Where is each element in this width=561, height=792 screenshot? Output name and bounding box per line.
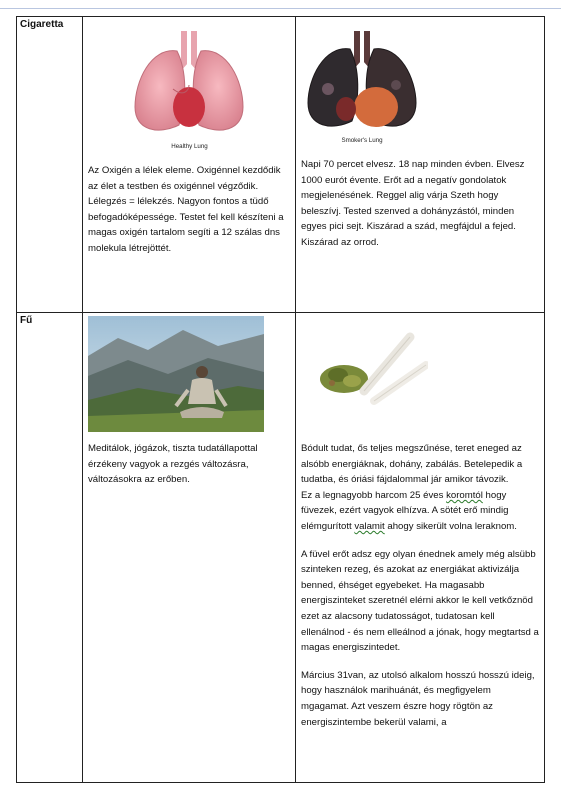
oxygen-paragraph: Az Oxigén a lélek eleme. Oxigénnel kezdődik az élet a testben és oxigénnel végződik. Lélegzés = lélekzés. Nagyon fontos a tüdő befogadóképessége. Testet fel kell készíteni a magas oxigén tartalom segíti a 12 szálas dns molekula létrejöttét. — [88, 165, 284, 254]
smoking-cost-paragraph: Napi 70 percet elvesz. 18 nap minden évben. Elvesz 1000 eurót évente. Erőt ad a negatív gondolatok megjelenésének. Reggel alig várja Szeth hogy beleszívj. Tested szenved a dohányzástól, minden egyes pici sejt. Kiszárad a szád, megfájdul a fejed. Kiszárad az orrod. — [301, 159, 525, 248]
cannabis-text — [296, 441, 544, 730]
table-row — [17, 17, 545, 313]
healthy-lung-cell — [83, 17, 296, 313]
flagged-word-valamit: valamit — [354, 520, 385, 532]
meditation-figure — [83, 313, 295, 441]
smokers-lung-image — [304, 29, 420, 135]
smokers-lung-caption: Smoker's Lung — [341, 137, 383, 144]
smokers-lung-figure — [296, 17, 544, 157]
cannabis-joints-image — [318, 331, 428, 411]
paragraph-effects — [301, 441, 539, 535]
row-label-fu: Fű — [17, 313, 83, 783]
healthy-lung-caption: Healthy Lung — [171, 143, 208, 150]
cannabis-figure — [296, 313, 544, 441]
healthy-lung-image — [129, 29, 249, 141]
meditation-paragraph: Meditálok, jógázok, tiszta tudatállapottal érzékeny vagyok a rezgés változásra, változásokra az erőben. — [88, 443, 258, 486]
struggle-text-1: Ez a legnagyobb harcom 25 éves — [301, 489, 447, 501]
healthy-lung-figure — [83, 17, 295, 163]
paragraph-energy: A füvel erőt adsz egy olyan énednek amely még alsübb szinteken rezeg, és azokat az energiákat aktivizálja benned, éhséget egyebeket. Ha magasabb energiszinteket szeretnél elérni akkor le kell vetkőznöd ezet az alacsony tudatosságot, tudatosan kell ellenálnod - és nem elleálnod a jónak, hogy megtartsd a magas energiszintedet. — [301, 548, 539, 654]
effects-text: Bódult tudat, ős teljes megszűnése, teret eneged az alsóbb energiáknak, dohány, zabálás. Betelepedik a tudatba, és óriási fájdalommal jár amikor távozik. — [301, 443, 523, 486]
paragraph-march: Március 31van, az utolsó alkalom hosszú hosszú ideig, hogy használok marihuánát, és megfigyelem mgagamat. Azt veszem észre hogy rögtön az energiszintembe bekerül valami, a — [301, 669, 535, 728]
smokers-lung-cell — [296, 17, 545, 313]
struggle-text-2: hogy füvezek, ezért vagyok elhízva. A sötét erő mindig elémgurított — [301, 489, 509, 532]
struggle-text-3: ahogy sikerült volna leraknom. — [384, 520, 517, 532]
header-rule — [0, 8, 561, 9]
document-table — [16, 16, 545, 783]
table-row — [17, 313, 545, 783]
row-label-cigaretta: Cigaretta — [17, 17, 83, 313]
flagged-word-koromtol: koromtól — [446, 489, 483, 501]
meditation-photo — [88, 316, 264, 432]
meditation-cell — [83, 313, 296, 783]
cannabis-cell — [296, 313, 545, 783]
